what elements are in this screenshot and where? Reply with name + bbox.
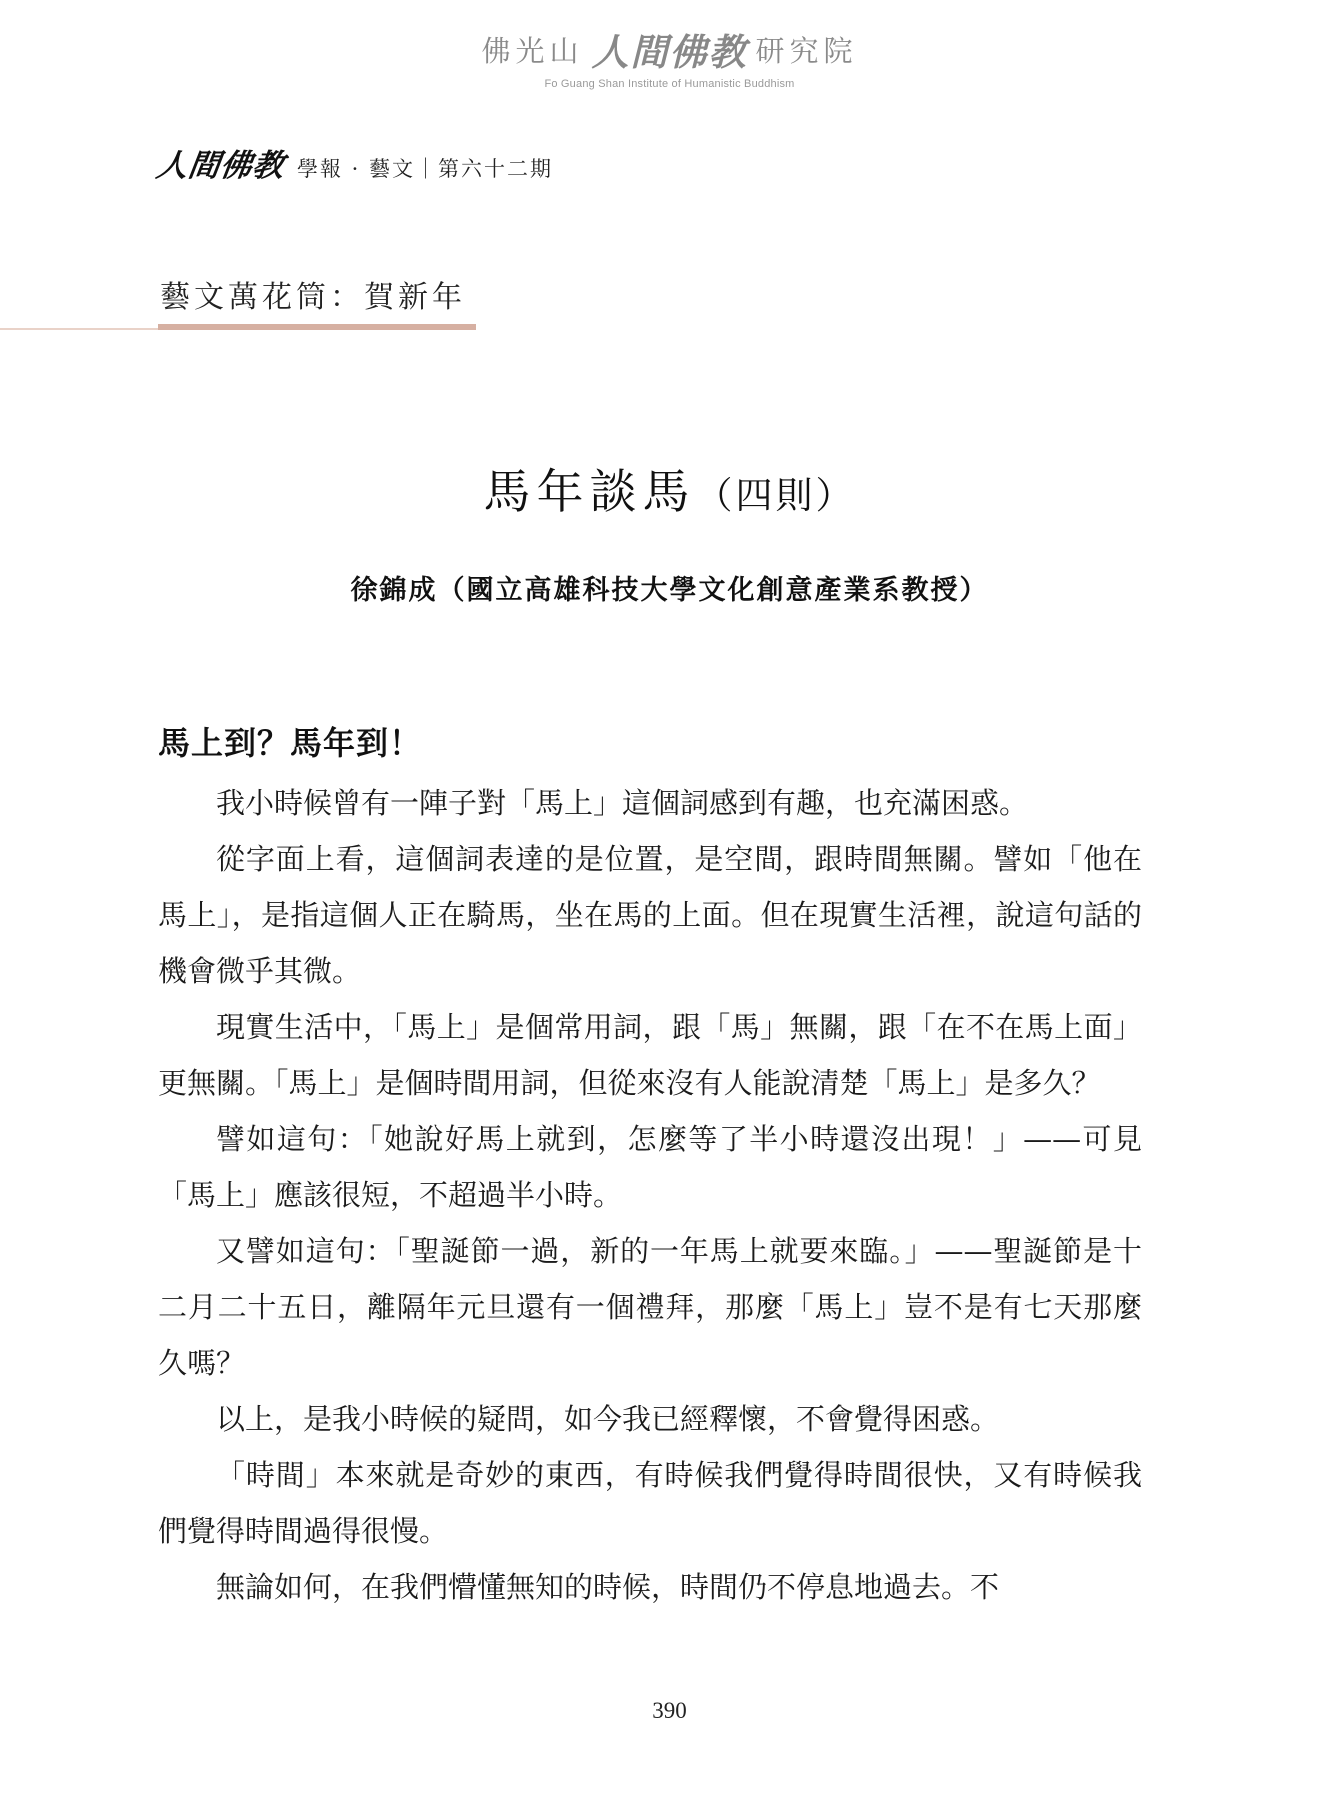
paragraph: 以上，是我小時候的疑問，如今我已經釋懷，不會覺得困惑。	[216, 1402, 1000, 1436]
institute-name-center: 人間佛教	[591, 30, 748, 74]
paragraph: 又譬如這句：「聖誕節一過，新的一年馬上就要來臨。」——聖誕節是十二月二十五日，離隔年元旦還有一個禮拜，那麼「馬上」豈不是有七天那麼久嗎？	[158, 1234, 1142, 1380]
article-subheading: 馬上到？馬年到！	[158, 724, 423, 762]
institute-name	[481, 22, 857, 76]
article-title	[0, 455, 1339, 522]
journal-issue-info: 學報 · 藝文｜第六十二期	[297, 157, 554, 181]
paragraph: 「時間」本來就是奇妙的東西，有時候我們覺得時間很快，又有時候我們覺得時間過得很慢。	[158, 1458, 1142, 1548]
paragraph: 我小時候曾有一陣子對「馬上」這個詞感到有趣，也充滿困惑。	[216, 786, 1029, 820]
article-author: 徐錦成（國立高雄科技大學文化創意產業系教授）	[350, 575, 989, 606]
article-body	[158, 775, 1142, 1615]
article-title-main: 馬年談馬	[483, 465, 696, 520]
journal-header	[153, 140, 554, 185]
paragraph: 現實生活中，「馬上」是個常用詞，跟「馬」無關，跟「在不在馬上面」更無關。「馬上」是個時間用詞，但從來沒有人能說清楚「馬上」是多久？	[158, 1010, 1142, 1100]
paragraph: 無論如何，在我們懵懂無知的時候，時間仍不停息地過去。不	[216, 1570, 1000, 1604]
paragraph: 譬如這句：「她說好馬上就到，怎麼等了半小時還沒出現！」——可見「馬上」應該很短，不超過半小時。	[158, 1122, 1142, 1212]
paragraph: 從字面上看，這個詞表達的是位置，是空間，跟時間無關。譬如「他在馬上」，是指這個人正在騎馬，坐在馬的上面。但在現實生活裡，說這句話的機會微乎其微。	[158, 842, 1142, 988]
section-title: 藝文萬花筒：賀新年	[160, 280, 466, 315]
section-rule-thin	[0, 328, 158, 330]
article-title-suffix: （四則）	[695, 474, 856, 517]
institute-logo	[0, 22, 1339, 90]
page-number: 390	[652, 1698, 687, 1723]
section-rule-accent	[158, 324, 476, 330]
institute-english-name: Fo Guang Shan Institute of Humanistic Buddhism	[544, 78, 795, 90]
institute-name-right: 研究院	[755, 33, 858, 68]
institute-name-left: 佛光山	[481, 33, 584, 68]
journal-brand: 人間佛教	[153, 148, 288, 184]
